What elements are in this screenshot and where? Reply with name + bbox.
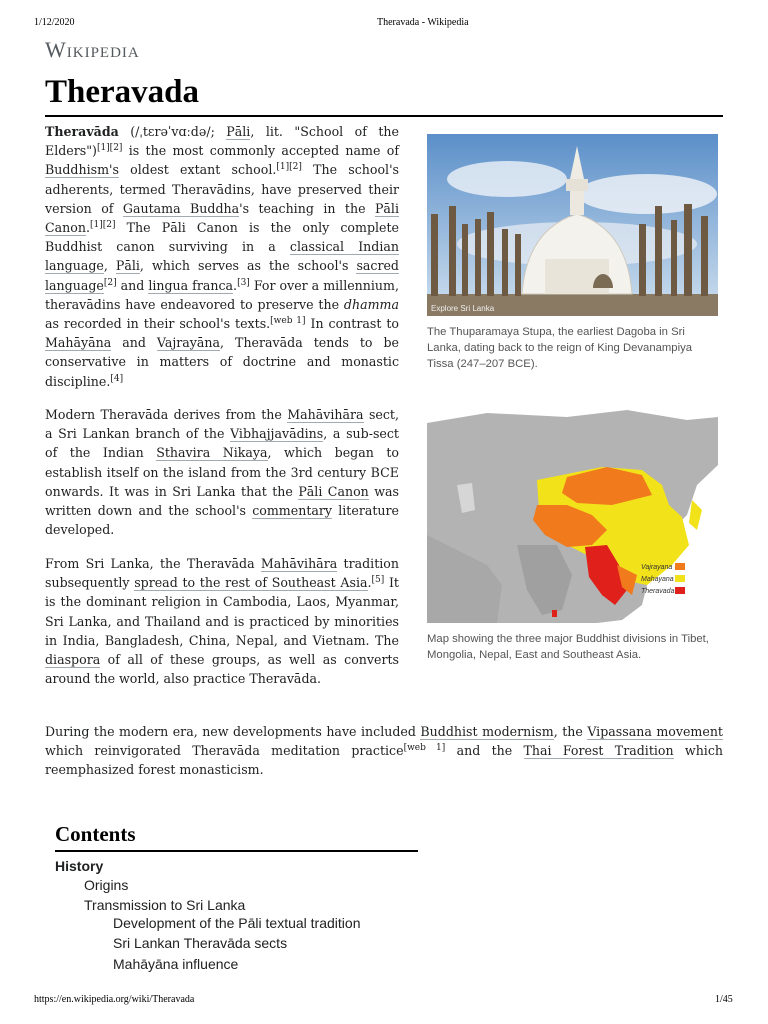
paragraph-4: During the modern era, new developments have included Buddhist modernism, the Vipassana movement which reinvigorated Theravāda meditation practice[web 1] and the Thai Forest Tradition which reemphasized forest monasticism. bbox=[45, 724, 723, 778]
legend-mahayana: Mahayana bbox=[641, 576, 674, 583]
link-vibhajjavadins[interactable]: Vibhajjavādins bbox=[230, 426, 324, 442]
print-date: 1/12/2020 bbox=[34, 17, 75, 28]
contents-rule bbox=[55, 850, 418, 852]
page-title: Theravada bbox=[45, 74, 200, 110]
figure-map-caption: Map showing the three major Buddhist divisions in Tibet, Mongolia, Nepal, East and Southeast Asia. bbox=[427, 633, 709, 661]
toc-item-origins[interactable]: Origins bbox=[84, 877, 129, 893]
link-sacred-language[interactable]: sacred language bbox=[45, 258, 399, 293]
link-mahavihara[interactable]: Mahāvihāra bbox=[287, 407, 364, 422]
legend-swatch bbox=[675, 575, 685, 582]
link-sthavira-nikaya[interactable]: Sthavira Nikaya bbox=[156, 445, 268, 461]
link-pali-canon[interactable]: Pāli Canon bbox=[45, 200, 399, 236]
ref[interactable]: [5] bbox=[371, 575, 385, 586]
link-pali-2[interactable]: Pāli bbox=[115, 258, 140, 274]
legend-theravada: Theravada bbox=[641, 588, 675, 595]
link-commentary[interactable]: commentary bbox=[252, 503, 333, 519]
link-vipassana-movement[interactable]: Vipassana movement bbox=[587, 724, 723, 739]
link-spread-southeast-asia[interactable]: spread to the rest of Southeast Asia bbox=[134, 575, 368, 591]
legend-vajrayana: Vajrayana bbox=[641, 564, 673, 571]
ref[interactable]: [2] bbox=[103, 277, 117, 288]
link-mahavihara-2[interactable]: Mahāvihāra bbox=[260, 556, 338, 571]
toc-item-pali-tradition[interactable]: Development of the Pāli textual tradition bbox=[113, 915, 361, 931]
toc-item-sri-lankan-sects[interactable]: Sri Lankan Theravāda sects bbox=[113, 935, 288, 951]
lead-paragraph: Theravāda (/ˌtɛrəˈvɑːdə/; Pāli, lit. "School of the Elders")[1][2] is the most commonly accepted name of Buddhism's oldest extant school.[1][2] The school's adherents, termed Theravādins, have preserved their version of Gautama Buddha's teaching in the Pāli Canon.[1][2] The Pāli Canon is the only complete Buddhist canon surviving in a classical Indian language, Pāli, which serves as the school's sacred language[2] and lingua franca.[3] For over a millennium, theravādins have endeavored to preserve the dhamma as recorded in their school's texts.[web 1] In contrast to Mahāyāna and Vajrayāna, Theravāda tends to be conservative in matters of doctrine and monastic discipline.[4] bbox=[45, 124, 400, 389]
ref[interactable]: [1][2] bbox=[96, 143, 123, 154]
link-vajrayana[interactable]: Vajrayāna bbox=[156, 335, 221, 351]
link-thai-forest-tradition[interactable]: Thai Forest Tradition bbox=[523, 743, 674, 759]
print-title: Theravada - Wikipedia bbox=[377, 17, 469, 28]
link-diaspora[interactable]: diaspora bbox=[45, 652, 101, 668]
ref[interactable]: [3] bbox=[237, 277, 250, 288]
legend-swatch bbox=[675, 587, 685, 594]
ref[interactable]: [web 1] bbox=[270, 315, 306, 326]
lead-bold-term: Theravāda bbox=[45, 124, 119, 139]
toc-item-mahayana-influence[interactable]: Mahāyāna influence bbox=[113, 956, 239, 972]
link-mahayana[interactable]: Mahāyāna bbox=[45, 335, 112, 351]
toc-item-history[interactable]: History bbox=[55, 858, 104, 874]
print-url: https://en.wikipedia.org/wiki/Theravada bbox=[34, 994, 195, 1005]
print-page-number: 1/45 bbox=[715, 994, 733, 1005]
ref[interactable]: [web 1] bbox=[403, 743, 446, 754]
link-buddhism[interactable]: Buddhism's bbox=[45, 162, 119, 178]
buddhism-map[interactable] bbox=[427, 405, 718, 623]
link-classical-indian-language[interactable]: classical Indian language bbox=[45, 239, 399, 274]
link-pali-canon-2[interactable]: Pāli Canon bbox=[298, 483, 369, 499]
figure-map bbox=[427, 405, 718, 663]
link-lingua-franca[interactable]: lingua franca bbox=[148, 277, 234, 293]
link-buddhist-modernism[interactable]: Buddhist modernism bbox=[420, 724, 554, 739]
wikipedia-logo[interactable]: Wikipedia bbox=[45, 37, 140, 62]
ref[interactable]: [4] bbox=[110, 373, 124, 384]
dhamma-term: dhamma bbox=[343, 296, 399, 312]
ref[interactable]: [1][2] bbox=[89, 219, 116, 230]
link-pali[interactable]: Pāli bbox=[226, 124, 251, 139]
paragraph-3: From Sri Lanka, the Theravāda Mahāvihāra tradition subsequently spread to the rest of Southeast Asia.[5] It is the dominant religion in Cambodia, Laos, Myanmar, Sri Lanka, and Thailand and is practiced by minorities in India, Bangladesh, China, Nepal, and Vietnam. The diaspora of all of these groups, as well as converts around the world, also practice Theravāda. bbox=[45, 556, 399, 687]
figure-stupa bbox=[427, 134, 718, 372]
stupa-photo[interactable] bbox=[427, 134, 718, 316]
paragraph-2: Modern Theravāda derives from the Mahāvihāra sect, a Sri Lankan branch of the Vibhajjavādins, a sub-sect of the Indian Sthavira Nikaya, which began to establish itself on the island from the 3rd century BCE onwards. It was in Sri Lanka that the Pāli Canon was written down and the school's commentary literature developed. bbox=[45, 407, 399, 538]
contents-heading: Contents bbox=[55, 822, 136, 846]
photo-watermark: Explore Sri Lanka bbox=[431, 304, 495, 313]
toc-item-transmission[interactable]: Transmission to Sri Lanka bbox=[84, 897, 246, 913]
legend-swatch bbox=[675, 563, 685, 570]
ref[interactable]: [1][2] bbox=[276, 162, 302, 173]
figure-stupa-caption: The Thuparamaya Stupa, the earliest Dagoba in Sri Lanka, dating back to the reign of King Devanampiya Tissa (247–207 BCE). bbox=[427, 326, 693, 370]
title-rule bbox=[45, 115, 723, 117]
link-gautama-buddha[interactable]: Gautama Buddha bbox=[122, 200, 240, 216]
